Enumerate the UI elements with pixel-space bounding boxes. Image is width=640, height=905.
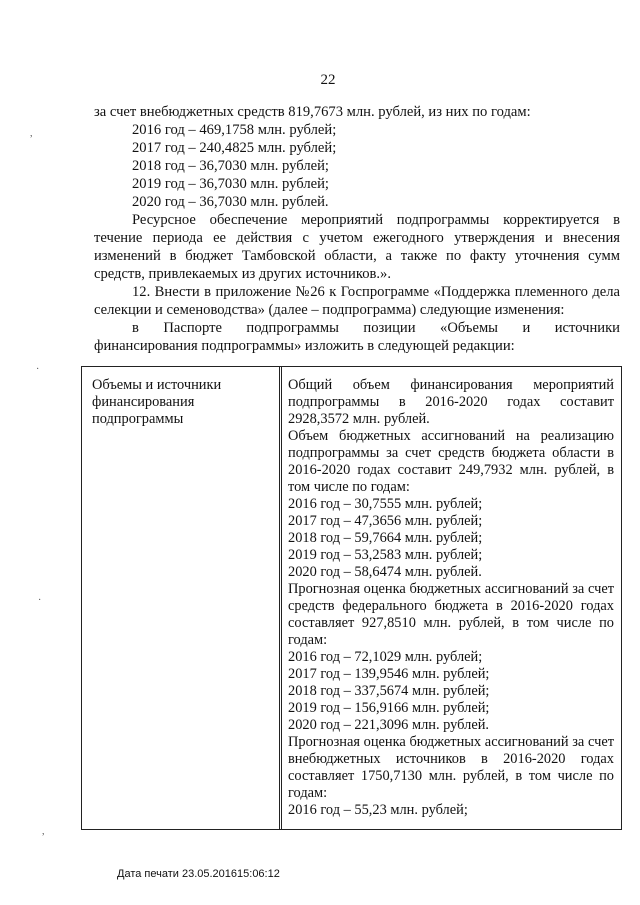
extrabudgetary-heading: Прогнозная оценка бюджетных ассигнований за счет внебюджетных источников в 2016-2020 годах составляет 1750,7130 млн. рублей, в том числе по годам: <box>288 734 614 801</box>
year-line: 2019 год – 53,2583 млн. рублей; <box>288 547 483 563</box>
year-line: 2020 год – 58,6474 млн. рублей. <box>288 564 482 580</box>
year-line: 2018 год – 59,7664 млн. рублей; <box>288 530 483 546</box>
body-text <box>94 103 620 355</box>
year-line: 2020 год – 36,7030 млн. рублей. <box>132 194 329 210</box>
passport-table <box>81 366 622 830</box>
print-date-footer: Дата печати 23.05.201615:06:12 <box>117 868 280 880</box>
page-number: 22 <box>320 72 336 88</box>
table-right-cell <box>288 377 614 819</box>
federal-budget-heading: Прогнозная оценка бюджетных ассигнований за счет средств федерального бюджета в 2016-2020 годах составляет 927,8510 млн. рублей, в том числе по годам: <box>288 581 614 648</box>
year-line: 2019 год – 36,7030 млн. рублей; <box>132 176 329 192</box>
resource-paragraph: Ресурсное обеспечение мероприятий подпрограммы корректируется в течение периода ее действия с учетом ежегодного утверждения и внесения изменений в бюджет Тамбовской области, а также по факту уточнения сумм средств, привлекаемых из других источников.». <box>94 212 620 282</box>
scan-speck: · <box>38 595 42 606</box>
scan-speck: · <box>36 364 40 375</box>
year-line: 2017 год – 240,4825 млн. рублей; <box>132 140 337 156</box>
year-line: 2017 год – 139,9546 млн. рублей; <box>288 666 490 682</box>
item-12-paragraph: 12. Внести в приложение №26 к Госпрограмме «Поддержка племенного дела селекции и семеноводства» (далее – подпрограмма) следующие изменения: <box>94 284 620 318</box>
scan-speck: , <box>42 826 45 837</box>
body-line: за счет внебюджетных средств 819,7673 млн. рублей, из них по годам: <box>94 104 531 120</box>
year-line: 2017 год – 47,3656 млн. рублей; <box>288 513 483 529</box>
year-line: 2020 год – 221,3096 млн. рублей. <box>288 717 490 733</box>
regional-budget-heading: Объем бюджетных ассигнований на реализацию подпрограммы за счет средств бюджета области в 2016-2020 годах составит 249,7932 млн. рублей, в том числе по годам: <box>288 428 614 495</box>
scan-speck: , <box>30 128 33 139</box>
year-line: 2018 год – 337,5674 млн. рублей; <box>288 683 490 699</box>
passport-intro-line-2: финансирования подпрограммы» изложить в следующей редакции: <box>94 338 515 354</box>
year-line: 2016 год – 30,7555 млн. рублей; <box>288 496 483 512</box>
passport-intro-line-1: в Паспорте подпрограммы позиции «Объемы и источники <box>132 320 620 336</box>
year-line: 2019 год – 156,9166 млн. рублей; <box>288 700 490 716</box>
table-left-cell: Объемы и источники финансирования подпрограммы <box>92 377 222 427</box>
year-line: 2016 год – 55,23 млн. рублей; <box>288 802 468 818</box>
column-divider <box>279 367 282 829</box>
year-line: 2016 год – 72,1029 млн. рублей; <box>288 649 483 665</box>
year-line: 2016 год – 469,1758 млн. рублей; <box>132 122 337 138</box>
total-financing: Общий объем финансирования мероприятий подпрограммы в 2016-2020 годах составит 2928,3572 млн. рублей. <box>288 377 614 427</box>
year-line: 2018 год – 36,7030 млн. рублей; <box>132 158 329 174</box>
